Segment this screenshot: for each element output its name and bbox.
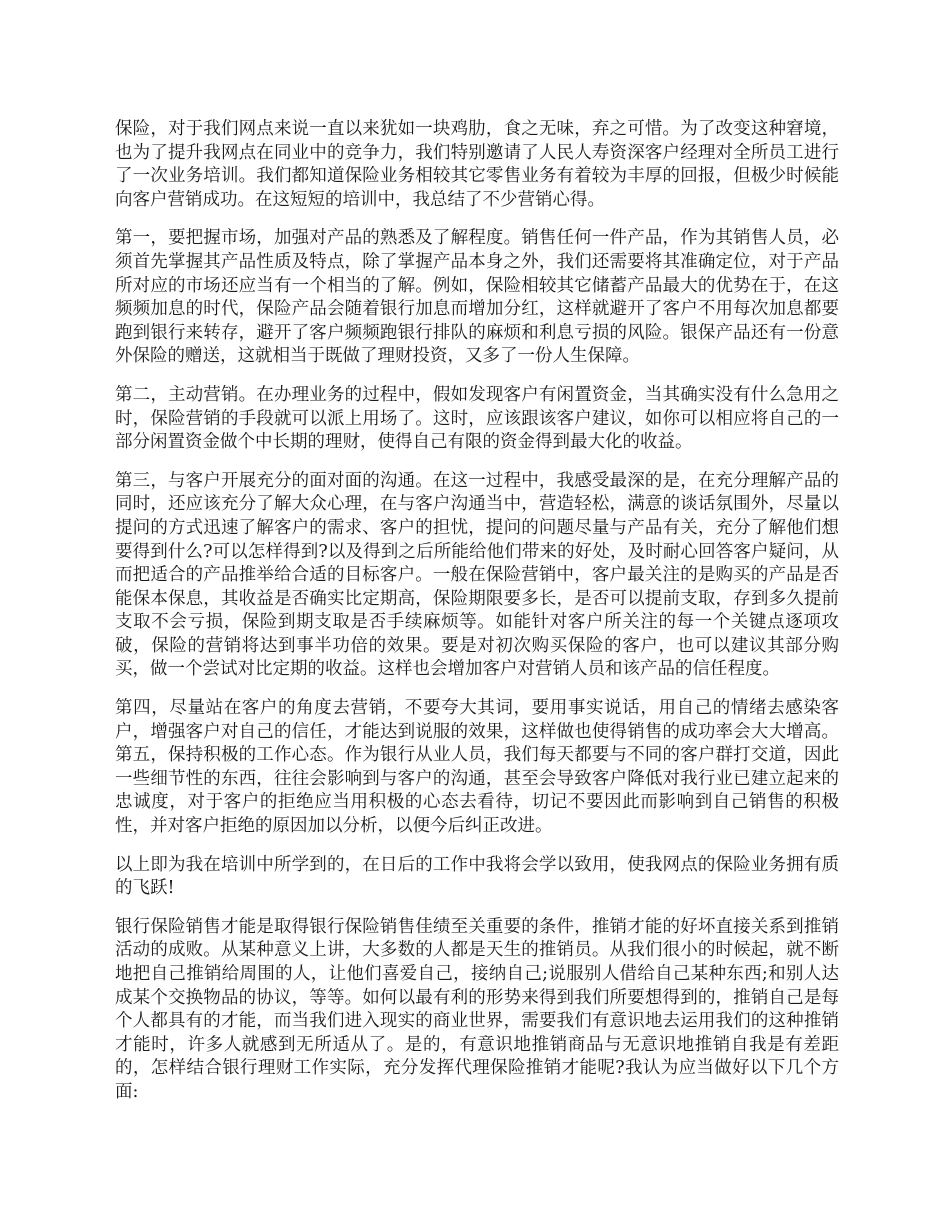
paragraph-point-one: 第一，要把握市场，加强对产品的熟悉及了解程度。销售任何一件产品，作为其销售人员，必须首先掌握其产品性质及特点，除了掌握产品本身之外，我们还需要将其准确定位，对于产品所对应的市场还应当有一个相当的了解。例如，保险相较其它储蓄产品最大的优势在于，在这频频加息的时代，保险产品会随着银行加息而增加分红，这样就避开了客户不用每次加息都要跑到银行来转存，避开了客户频频跑银行排队的麻烦和利息亏损的风险。银保产品还有一份意外保险的赠送，这就相当于既做了理财投资，又多了一份人生保障。 <box>115 228 839 367</box>
paragraph-intro: 保险，对于我们网点来说一直以来犹如一块鸡肋，食之无味，弃之可惜。为了改变这种窘境，也为了提升我网点在同业中的竞争力，我们特别邀请了人民人寿资深客户经理对全所员工进行了一次业务培训。我们都知道保险业务相较其它零售业务有着较为丰厚的回报，但极少时候能向客户营销成功。在这短短的培训中，我总结了不少营销心得。 <box>115 119 839 210</box>
document-body <box>115 118 839 1120</box>
paragraph-point-three: 第三，与客户开展充分的面对面的沟通。在这一过程中，我感受最深的是，在充分理解产品的同时，还应该充分了解大众心理，在与客户沟通当中，营造轻松，满意的谈话氛围外，尽量以提问的方式迅速了解客户的需求、客户的担忧，提问的问题尽量与产品有关，充分了解他们想要得到什么?可以怎样得到?以及得到之后所能给他们带来的好处，及时耐心回答客户疑问，从而把适合的产品推举给合适的目标客户。一般在保险营销中，客户最关注的是购买的产品是否能保本保息，其收益是否确实比定期高，保险期限要多长，是否可以提前支取，存到多久提前支取不会亏损，保险到期支取是否手续麻烦等。如能针对客户所关注的每一个关键点逐项攻破，保险的营销将达到事半功倍的效果。要是对初次购买保险的客户，也可以建议其部分购买，做一个尝试对比定期的收益。这样也会增加客户对营销人员和该产品的信任程度。 <box>115 470 839 680</box>
paragraph-conclusion: 以上即为我在培训中所学到的，在日后的工作中我将会学以致用，使我网点的保险业务拥有质的飞跃! <box>115 854 839 899</box>
paragraph-sales-ability: 银行保险销售才能是取得银行保险销售佳绩至关重要的条件，推销才能的好坏直接关系到推销活动的成败。从某种意义上讲，大多数的人都是天生的推销员。从我们很小的时候起，就不断地把自己推销给周围的人，让他们喜爱自己，接纳自己;说服别人借给自己某种东西;和别人达成某个交换物品的协议，等等。如何以最有利的形势来得到我们所要想得到的，推销自己是每个人都具有的才能，而当我们进入现实的商业世界，需要我们有意识地去运用我们的这种推销才能时，许多人就感到无所适从了。是的，有意识地推销商品与无意识地推销自我是有差距的，怎样结合银行理财工作实际，充分发挥代理保险推销才能呢?我认为应当做好以下几个方面: <box>115 916 839 1102</box>
paragraph-point-four-five: 第四，尽量站在客户的角度去营销，不要夸大其词，要用事实说话，用自己的情绪去感染客户，增强客户对自己的信任，才能达到说服的效果，这样做也使得销售的成功率会大大增高。第五，保持积极的工作心态。作为银行从业人员，我们每天都要与不同的客户群打交道，因此一些细节性的东西，往往会影响到与客户的沟通，甚至会导致客户降低对我行业已建立起来的忠诚度，对于客户的拒绝应当用积极的心态去看待，切记不要因此而影响到自己销售的积极性，并对客户拒绝的原因加以分析，以便今后纠正改进。 <box>115 698 839 837</box>
paragraph-point-two: 第二，主动营销。在办理业务的过程中，假如发现客户有闲置资金，当其确实没有什么急用之时，保险营销的手段就可以派上用场了。这时，应该跟该客户建议，如你可以相应将自己的一部分闲置资金做个中长期的理财，使得自己有限的资金得到最大化的收益。 <box>115 384 839 453</box>
